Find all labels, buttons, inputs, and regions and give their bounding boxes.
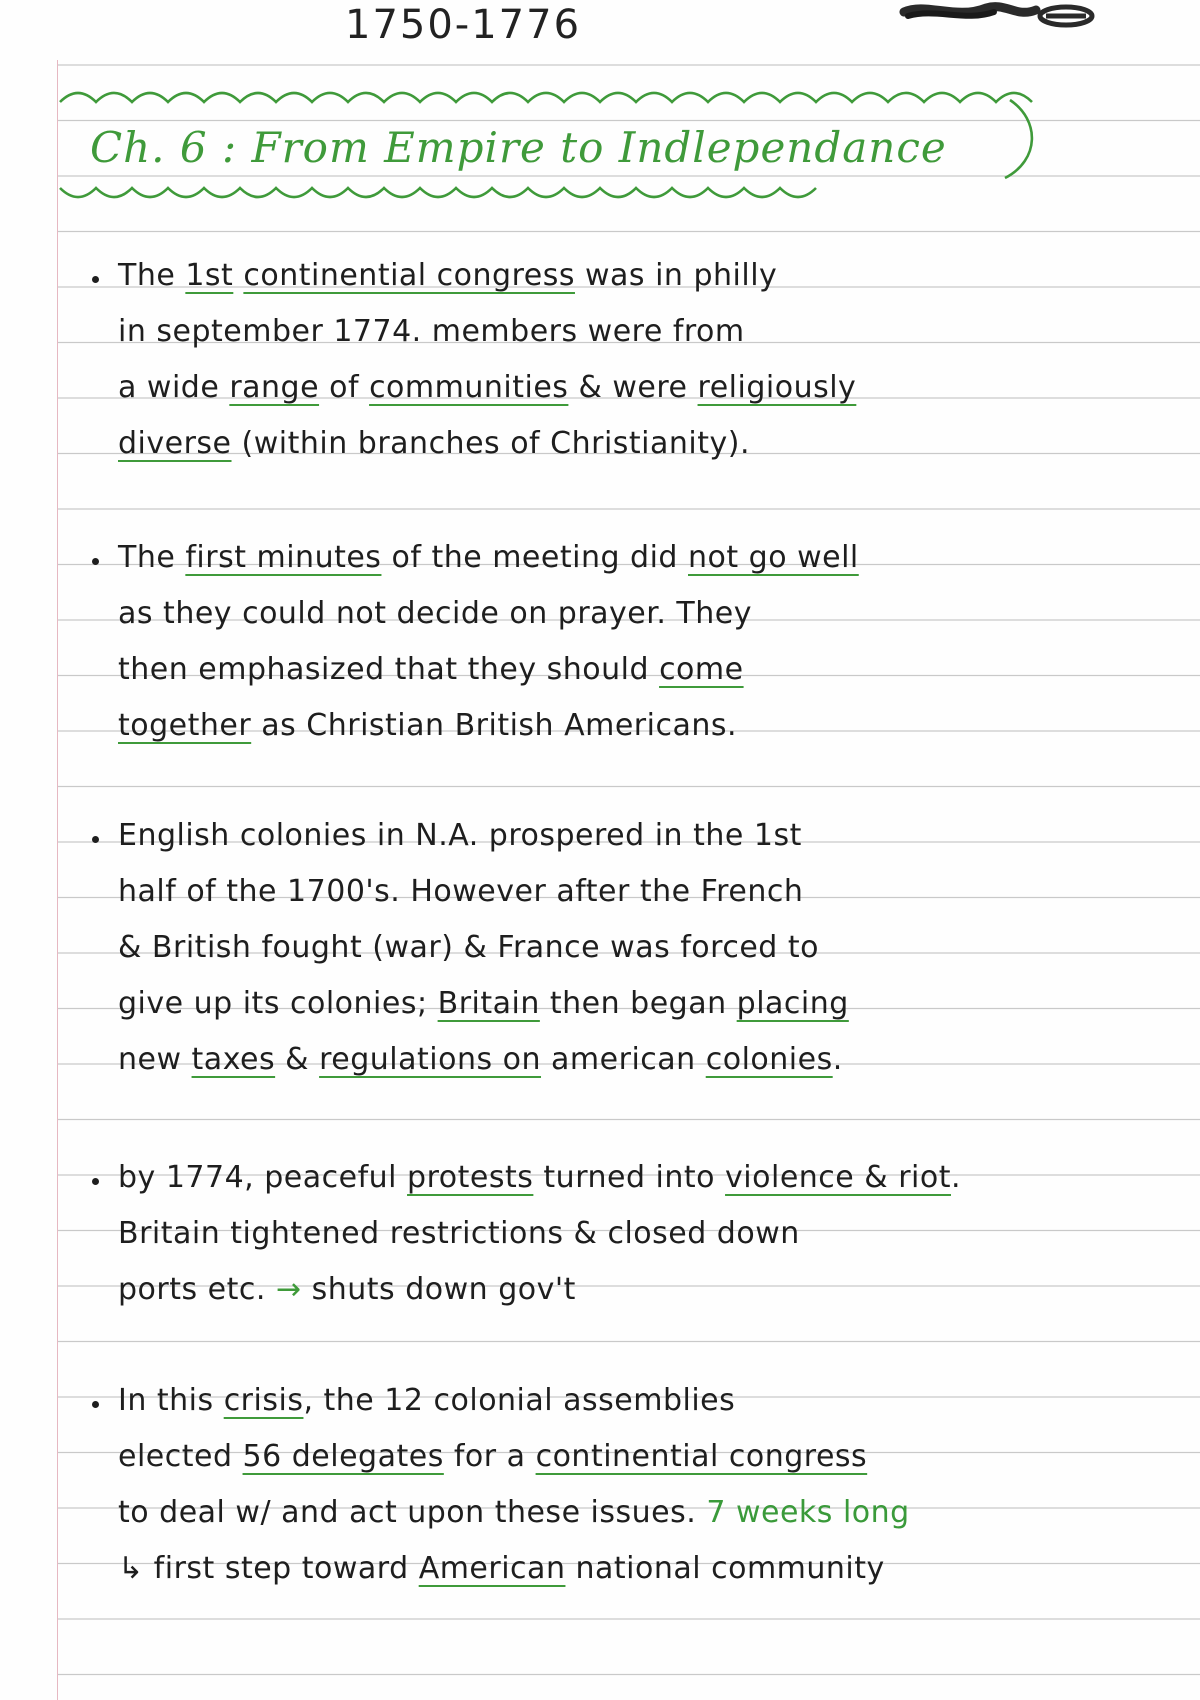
note-text: of xyxy=(319,370,370,405)
note-text: national community xyxy=(565,1551,885,1586)
green-annotation: 7 weeks long xyxy=(706,1495,910,1530)
note-text: The xyxy=(118,540,186,575)
underlined-term: taxes xyxy=(191,1042,276,1077)
note-line xyxy=(118,1495,910,1530)
note-text: shuts down gov't xyxy=(301,1272,576,1307)
note-text: . xyxy=(951,1160,962,1195)
note-line xyxy=(118,1272,576,1307)
note-text: a wide xyxy=(118,370,230,405)
note-line xyxy=(118,1216,800,1251)
note-line xyxy=(118,1551,885,1586)
note-text: then emphasized that they should xyxy=(118,652,660,687)
note-line xyxy=(118,818,802,853)
underlined-term: colonies xyxy=(705,1042,833,1077)
underlined-term: not go well xyxy=(688,540,859,575)
note-text: american xyxy=(541,1042,706,1077)
note-text: give up its colonies; xyxy=(118,986,438,1021)
underlined-term: protests xyxy=(407,1160,534,1195)
bullet-point xyxy=(92,836,99,843)
underlined-term: religiously xyxy=(697,370,857,405)
note-text: The xyxy=(118,258,186,293)
underlined-term: continential congress xyxy=(535,1439,868,1474)
underlined-term: Britain xyxy=(437,986,540,1021)
underlined-term: first minutes xyxy=(185,540,382,575)
underlined-term: come xyxy=(659,652,744,687)
note-text: & were xyxy=(568,370,698,405)
note-text: by 1774, peaceful xyxy=(118,1160,408,1195)
note-line xyxy=(118,426,750,461)
bullet-point xyxy=(92,1178,99,1185)
note-line xyxy=(118,708,737,743)
note-line xyxy=(118,1439,867,1474)
note-line xyxy=(118,596,752,631)
note-line xyxy=(118,930,819,965)
note-text: (within branches of Christianity). xyxy=(231,426,750,461)
note-text: new xyxy=(118,1042,192,1077)
underlined-term: violence & riot xyxy=(725,1160,951,1195)
underlined-term: 1st xyxy=(185,258,234,293)
bullet-point xyxy=(92,558,99,565)
underlined-term: range xyxy=(229,370,320,405)
bullet-point xyxy=(92,276,99,283)
note-text: ports etc. xyxy=(118,1272,276,1307)
arrow-icon: → xyxy=(275,1272,302,1307)
underlined-term: communities xyxy=(369,370,569,405)
note-text: as Christian British Americans. xyxy=(251,708,738,743)
note-text: Britain tightened restrictions & closed down xyxy=(118,1216,800,1251)
chapter-title: Ch. 6 : From Empire to Indlependance xyxy=(90,123,947,172)
underlined-term: American xyxy=(418,1551,566,1586)
note-text: of the meeting did xyxy=(381,540,688,575)
underlined-term: together xyxy=(118,708,252,743)
underlined-term: 56 delegates xyxy=(242,1439,444,1474)
scribble-mark xyxy=(896,0,1096,34)
underlined-term: placing xyxy=(736,986,849,1021)
note-text: first step toward xyxy=(143,1551,419,1586)
note-line xyxy=(118,1383,735,1418)
note-line xyxy=(118,874,803,909)
note-line xyxy=(118,540,859,575)
note-text: & British fought (war) & France was forced to xyxy=(118,930,819,965)
note-text: In this xyxy=(118,1383,224,1418)
note-text: English colonies in N.A. prospered in the 1st xyxy=(118,818,802,853)
underlined-term: diverse xyxy=(118,426,232,461)
year-range-heading: 1750-1776 xyxy=(345,2,582,48)
note-line xyxy=(118,986,849,1021)
note-line xyxy=(118,258,777,293)
bullet-point xyxy=(92,1401,99,1408)
note-text: half of the 1700's. However after the French xyxy=(118,874,804,909)
note-line xyxy=(118,1042,843,1077)
arrow-icon: ↳ xyxy=(118,1551,144,1586)
note-text: as they could not decide on prayer. They xyxy=(118,596,752,631)
note-text: elected xyxy=(118,1439,243,1474)
note-text: to deal w/ and act upon these issues. xyxy=(118,1495,707,1530)
note-line xyxy=(118,1160,961,1195)
note-text: was in philly xyxy=(574,258,778,293)
note-text: in september 1774. members were from xyxy=(118,314,745,349)
note-line xyxy=(118,652,744,687)
underlined-term: continential congress xyxy=(243,258,575,293)
note-line xyxy=(118,370,856,405)
margin-line xyxy=(57,60,58,1700)
note-text: . xyxy=(832,1042,843,1077)
note-text: then began xyxy=(539,986,737,1021)
note-text: turned into xyxy=(533,1160,726,1195)
underlined-term: regulations on xyxy=(319,1042,542,1077)
note-text: & xyxy=(275,1042,320,1077)
note-text: for a xyxy=(443,1439,536,1474)
note-text xyxy=(233,258,243,293)
note-line xyxy=(118,314,745,349)
underlined-term: crisis xyxy=(223,1383,304,1418)
note-text: , the 12 colonial assemblies xyxy=(303,1383,736,1418)
